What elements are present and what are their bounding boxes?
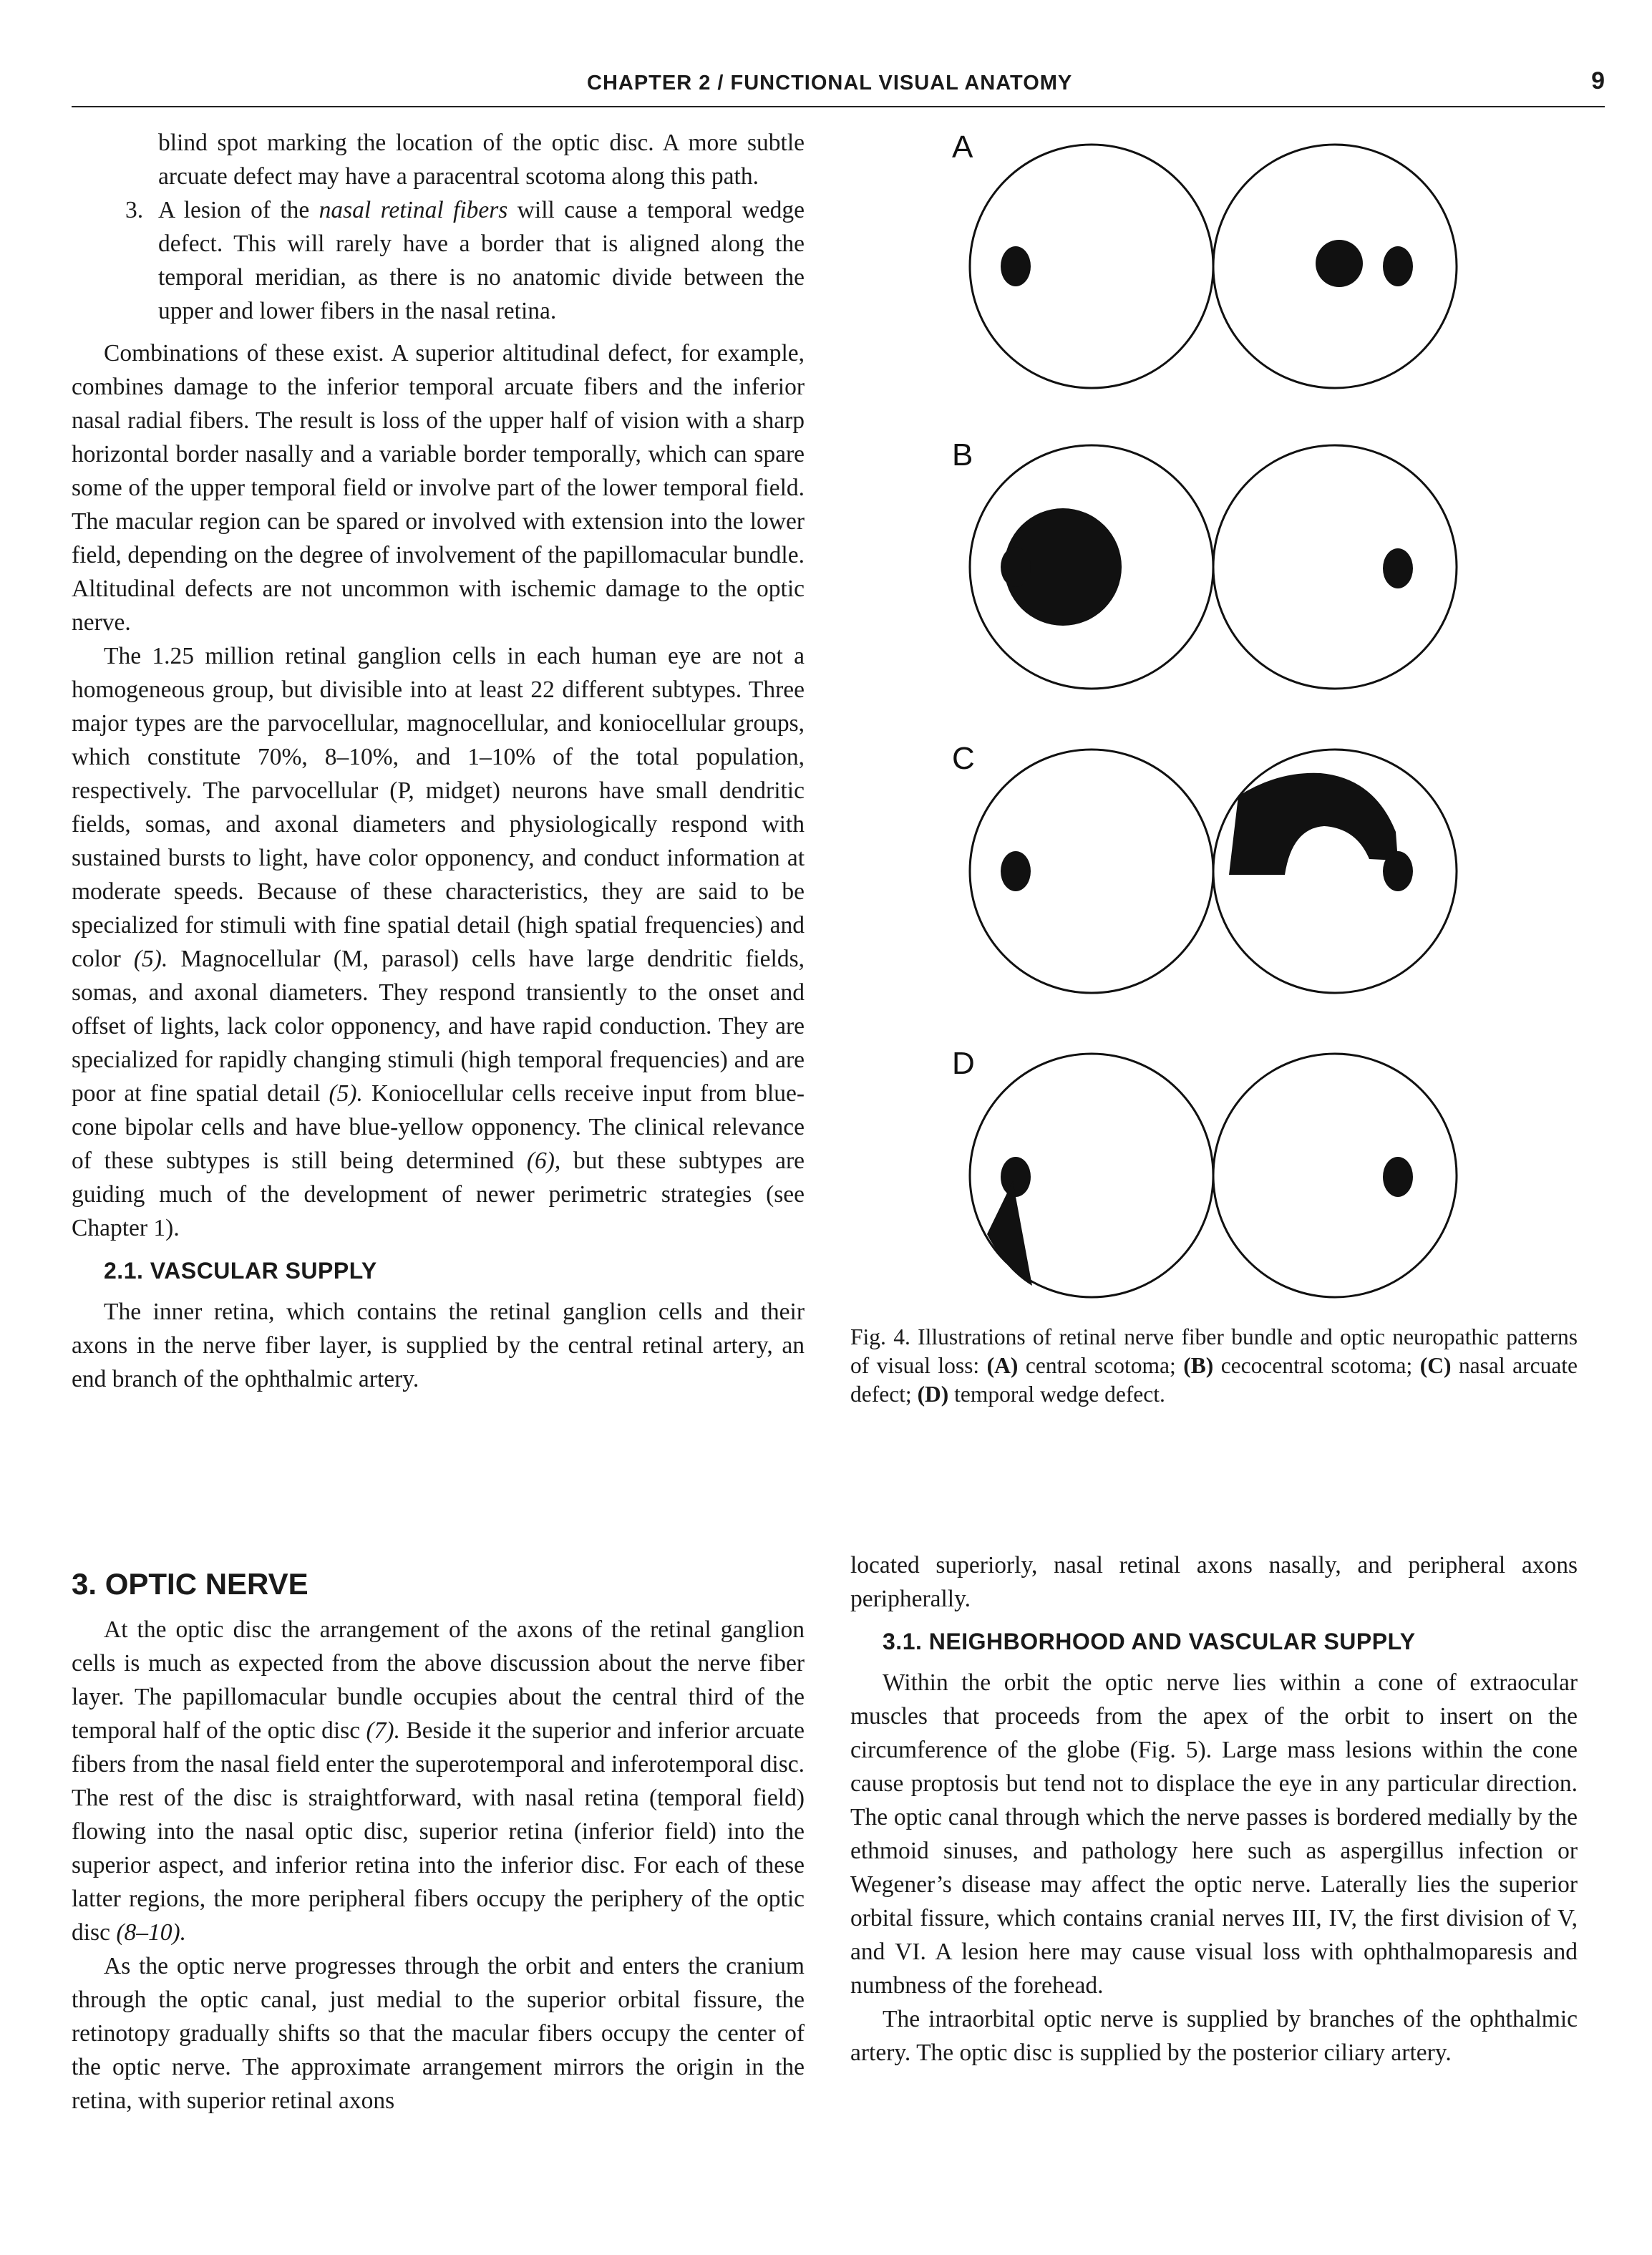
right-column-bottom <box>850 1548 1578 2070</box>
paragraph-orbit: Within the orbit the optic nerve lies within a cone of extraocular muscles that proceeds from the apex of the orbit to insert on the circumference of the globe (Fig. 5). Large mass lesions within the cone cause proptosis but tend not to displace the eye in any particular direction. The optic canal through which the nerve passes is bordered medially by the ethmoid sinuses, and pathology here such as aspergillus infection or Wegener’s disease may affect the optic nerve. Laterally lies the superior orbital fissure, which contains cranial nerves III, IV, the first division of V, and VI. A lesion here may cause visual loss with ophthalmoparesis and numbness of the forehead. <box>850 1669 1578 1999</box>
blind-spot-left <box>1001 1157 1031 1197</box>
figure-caption: Fig. 4. Illustrations of retinal nerve fiber bundle and optic neuropathic patterns of visual loss: (A) central scotoma; (B) cecocentral scotoma; (C) nasal arcuate defect; (D) temporal wedge defect. <box>850 1324 1578 1407</box>
temporal-wedge-defect <box>987 1181 1032 1286</box>
blind-spot-left <box>1001 851 1031 891</box>
panel-label-d: D <box>952 1046 975 1081</box>
left-column-bottom <box>72 1564 805 2118</box>
right-eye-field-d <box>1213 1054 1457 1297</box>
list-item-continued: blind spot marking the location of the optic disc. A more subtle arcuate defect may have a paracentral scotoma along this path. <box>158 130 805 190</box>
left-column-top <box>72 126 805 1396</box>
heading-neighborhood: 3.1. NEIGHBORHOOD AND VASCULAR SUPPLY <box>883 1629 1416 1654</box>
paragraph-combinations: Combinations of these exist. A superior altitudinal defect, for example, combines damage to the inferior temporal arcuate fibers and the inferior nasal radial fibers. The result is loss of the upper half of vision with a sharp horizontal border nasally and a variable border temporally, which can spare some of the upper temporal field or involve part of the lower temporal field. The macular region can be spared or involved with extension into the lower field, depending on the degree of involvement of the papillomacular bundle. Altitudinal defects are not uncommon with ischemic damage to the optic nerve. <box>72 340 805 636</box>
paragraph-intraorbital: The intraorbital optic nerve is supplied by branches of the ophthalmic artery. The optic disc is supplied by the posterior ciliary artery. <box>850 2006 1578 2066</box>
panel-label-a: A <box>952 130 973 165</box>
list-number: 3. <box>125 197 144 223</box>
numbered-list <box>72 126 805 328</box>
blind-spot-right <box>1383 246 1413 286</box>
panel-label-c: C <box>952 741 975 776</box>
heading-optic-nerve: 3. OPTIC NERVE <box>72 1567 308 1601</box>
heading-vascular-supply: 2.1. VASCULAR SUPPLY <box>104 1258 377 1284</box>
paragraph-inner-retina: The inner retina, which contains the retinal ganglion cells and their axons in the nerve fiber layer, is supplied by the central retinal artery, an end branch of the ophthalmic artery. <box>72 1299 805 1392</box>
paragraph-ganglion-cells: The 1.25 million retinal ganglion cells in each human eye are not a homogeneous group, but divisible into at least 22 different subtypes. Three major types are the parvocellular, magnocellular, and koniocellular groups, which constitute 70%, 8–10%, and 1–10% of the total population, respectively. The parvocellular (P, midget) neurons have small dendritic fields, somas, and axonal diameters and physiologically respond with sustained bursts to light, have color opponency, and conduct information at moderate speeds. Because of these characteristics, they are said to be specialized for stimuli with fine spatial detail (high spatial frequencies) and color (5). Magnocellular (M, parasol) cells have large dendritic fields, somas, and axonal diameters. They respond transiently to the onset and offset of lights, lack color opponency, and have rapid conduction. They are specialized for rapidly changing stimuli (high temporal frequencies) and are poor at fine spatial detail (5). Koniocellular cells receive input from blue-cone bipolar cells and have blue-yellow opponency. The clinical relevance of these subtypes is still being determined (6), but these subtypes are guiding much of the development of newer perimetric strategies (see Chapter 1). <box>72 643 805 1241</box>
panel-label-b: B <box>952 437 973 472</box>
paragraph-optic-nerve-progress: As the optic nerve progresses through the orbit and enters the cranium through the optic canal, just medial to the superior orbital fissure, the retinotopy gradually shifts so that the macular fibers occupy the center of the optic nerve. The approximate arrangement mirrors the origin in the retina, with superior retinal axons <box>72 1953 805 2114</box>
blind-spot-right <box>1383 1157 1413 1197</box>
page-number: 9 <box>1591 67 1605 94</box>
paragraph-axon-location: located superiorly, nasal retinal axons nasally, and peripheral axons peripherally. <box>850 1552 1578 1612</box>
running-header <box>72 66 1605 107</box>
central-scotoma <box>1316 240 1363 287</box>
chapter-title: CHAPTER 2 / FUNCTIONAL VISUAL ANATOMY <box>587 72 1073 94</box>
right-eye-field-b <box>1213 445 1457 689</box>
figure-4 <box>934 123 1593 1326</box>
nasal-arcuate-defect <box>1229 773 1398 875</box>
paragraph-optic-disc: At the optic disc the arrangement of the axons of the retinal ganglion cells is much as expected from the above discussion about the nerve fiber layer. The papillomacular bundle occupies about the central third of the temporal half of the optic disc (7). Beside it the superior and inferior arcuate fibers from the nasal field enter the superotemporal and inferotemporal disc. The rest of the disc is straightforward, with nasal retina (temporal field) flowing into the nasal optic disc, superior retina (inferior field) into the superior aspect, and inferior retina into the inferior disc. For each of these latter regions, the more peripheral fibers occupy the periphery of the optic disc (8–10). <box>72 1616 805 1946</box>
list-item-3: 3. A lesion of the nasal retinal fibers will cause a temporal wedge defect. This will rarely have a border that is aligned along the temporal meridian, as there is no anatomic divide between the upper and lower fibers in the nasal retina. <box>158 193 805 328</box>
blind-spot-right <box>1383 851 1413 891</box>
blind-spot-right <box>1383 548 1413 588</box>
blind-spot-left <box>1001 547 1031 587</box>
blind-spot-left <box>1001 246 1031 286</box>
